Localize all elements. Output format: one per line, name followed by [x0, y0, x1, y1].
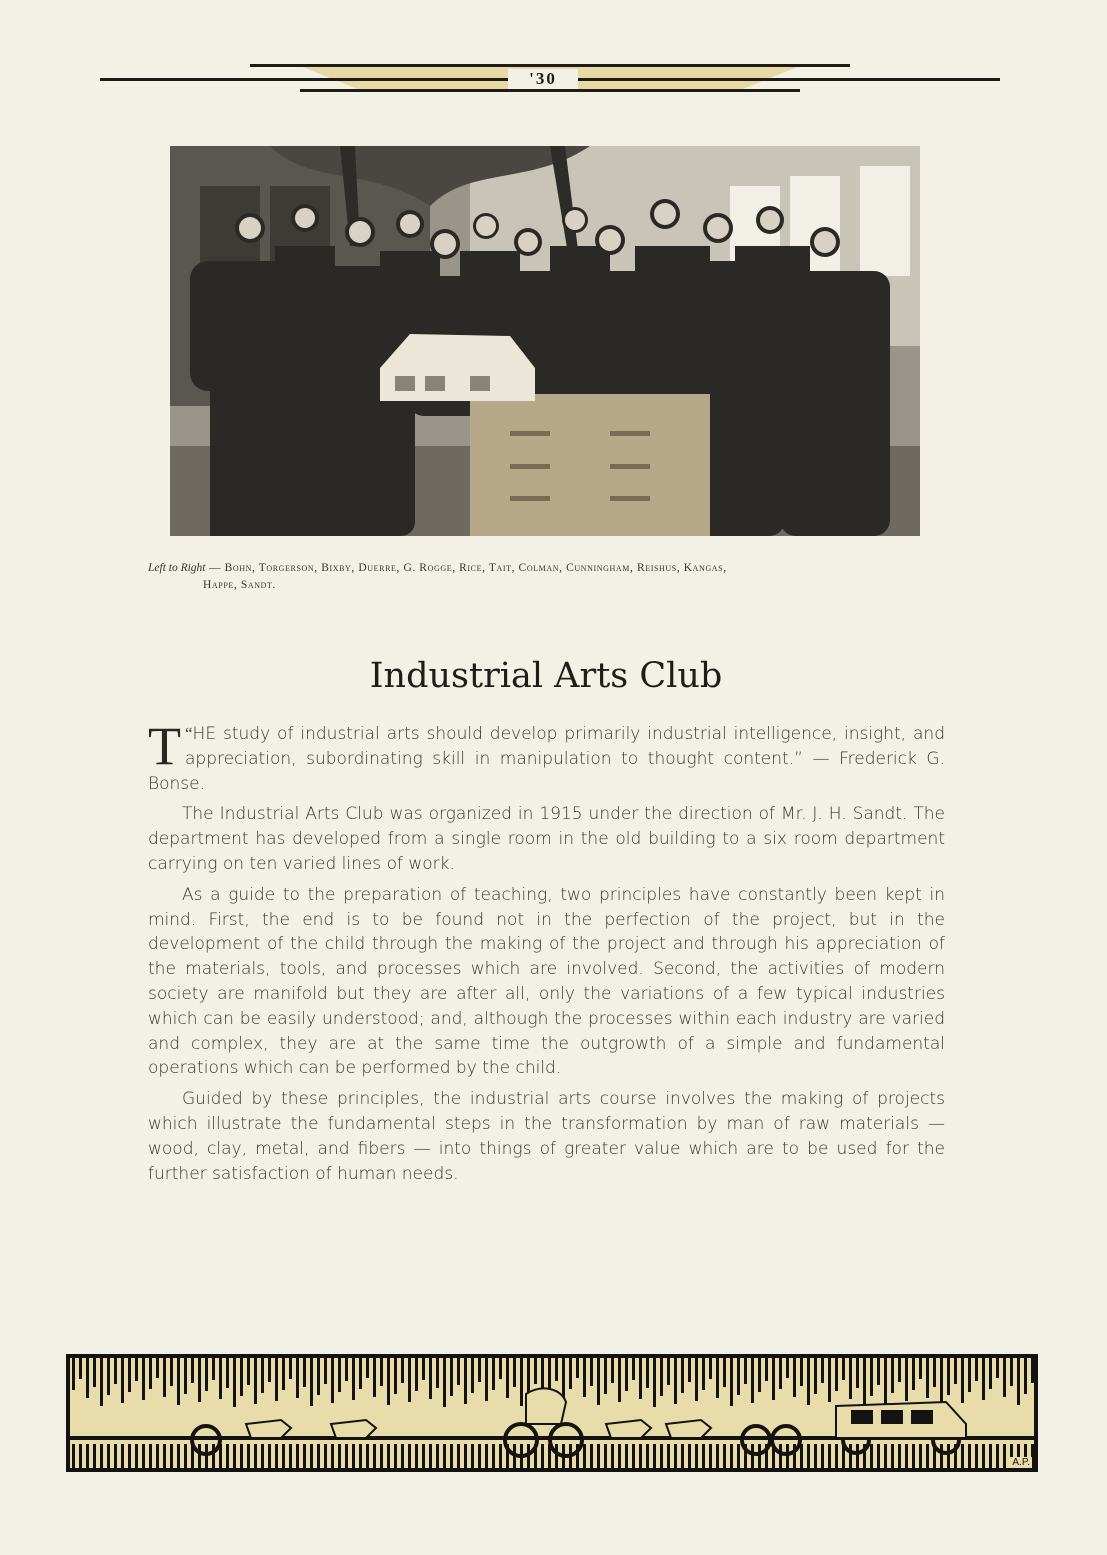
- paragraph-principles: As a guide to the preparation of teaching, two principles have constantly been kept in mind. First, the end is to be found not in the perfection of the project, but in the development of the child through the making of the project and through his appreciation of the materials, tools, and processes which are involved. Second, the activities of modern society are manifold but they are after all, only the variations of a few typical industries which can be easily understood; and, although the processes within each industry are varied and complex, they are at the same time the outgrowth of a simple and fundamental operations which can be performed by the child.: [148, 884, 945, 1079]
- caption-dash: —: [208, 562, 225, 574]
- page-year: '30: [508, 69, 578, 89]
- caption-names-line-1: Bohn, Torgerson, Bixby, Duerre, G. Rogge, Rice, Tait, Colman, Cunningham, Reishus, Kangas,: [224, 562, 727, 574]
- group-photo-image: [170, 146, 920, 536]
- article-body: [148, 716, 945, 1192]
- paragraph-course: Guided by these principles, the industrial arts course involves the making of projects which illustrate the fundamental steps in the transformation by man of raw materials — wood, clay, metal, and fibers — into things of greater value which are to be used for the further satisfaction of human needs.: [148, 1089, 945, 1184]
- opening-quote-mark: “: [185, 724, 193, 743]
- photo-caption: [148, 560, 968, 594]
- caption-intro: Left to Right: [148, 562, 206, 574]
- paragraph-history: The Industrial Arts Club was organized in 1915 under the direction of Mr. J. H. Sandt. The department has developed from a single room in the old building to a six room department carrying on ten varied lines of work.: [148, 804, 945, 874]
- caption-names-line-2: Happe, Sandt.: [203, 579, 276, 591]
- transport-frieze-illustration-icon: [66, 1354, 1038, 1472]
- opening-quote-paragraph: [148, 716, 945, 796]
- page-title: Industrial Arts Club: [369, 656, 723, 696]
- frieze-initials: A.P.: [1012, 1457, 1030, 1468]
- drop-cap: T: [148, 716, 181, 776]
- group-photo: [170, 146, 920, 536]
- transport-frieze: [66, 1354, 1038, 1472]
- quote-text: HE study of industrial arts should develop primarily industrial intelligence, insight, and appreciation, subordinating skill in manipulation to thought content.” — Frederick G. Bonse.: [148, 724, 945, 794]
